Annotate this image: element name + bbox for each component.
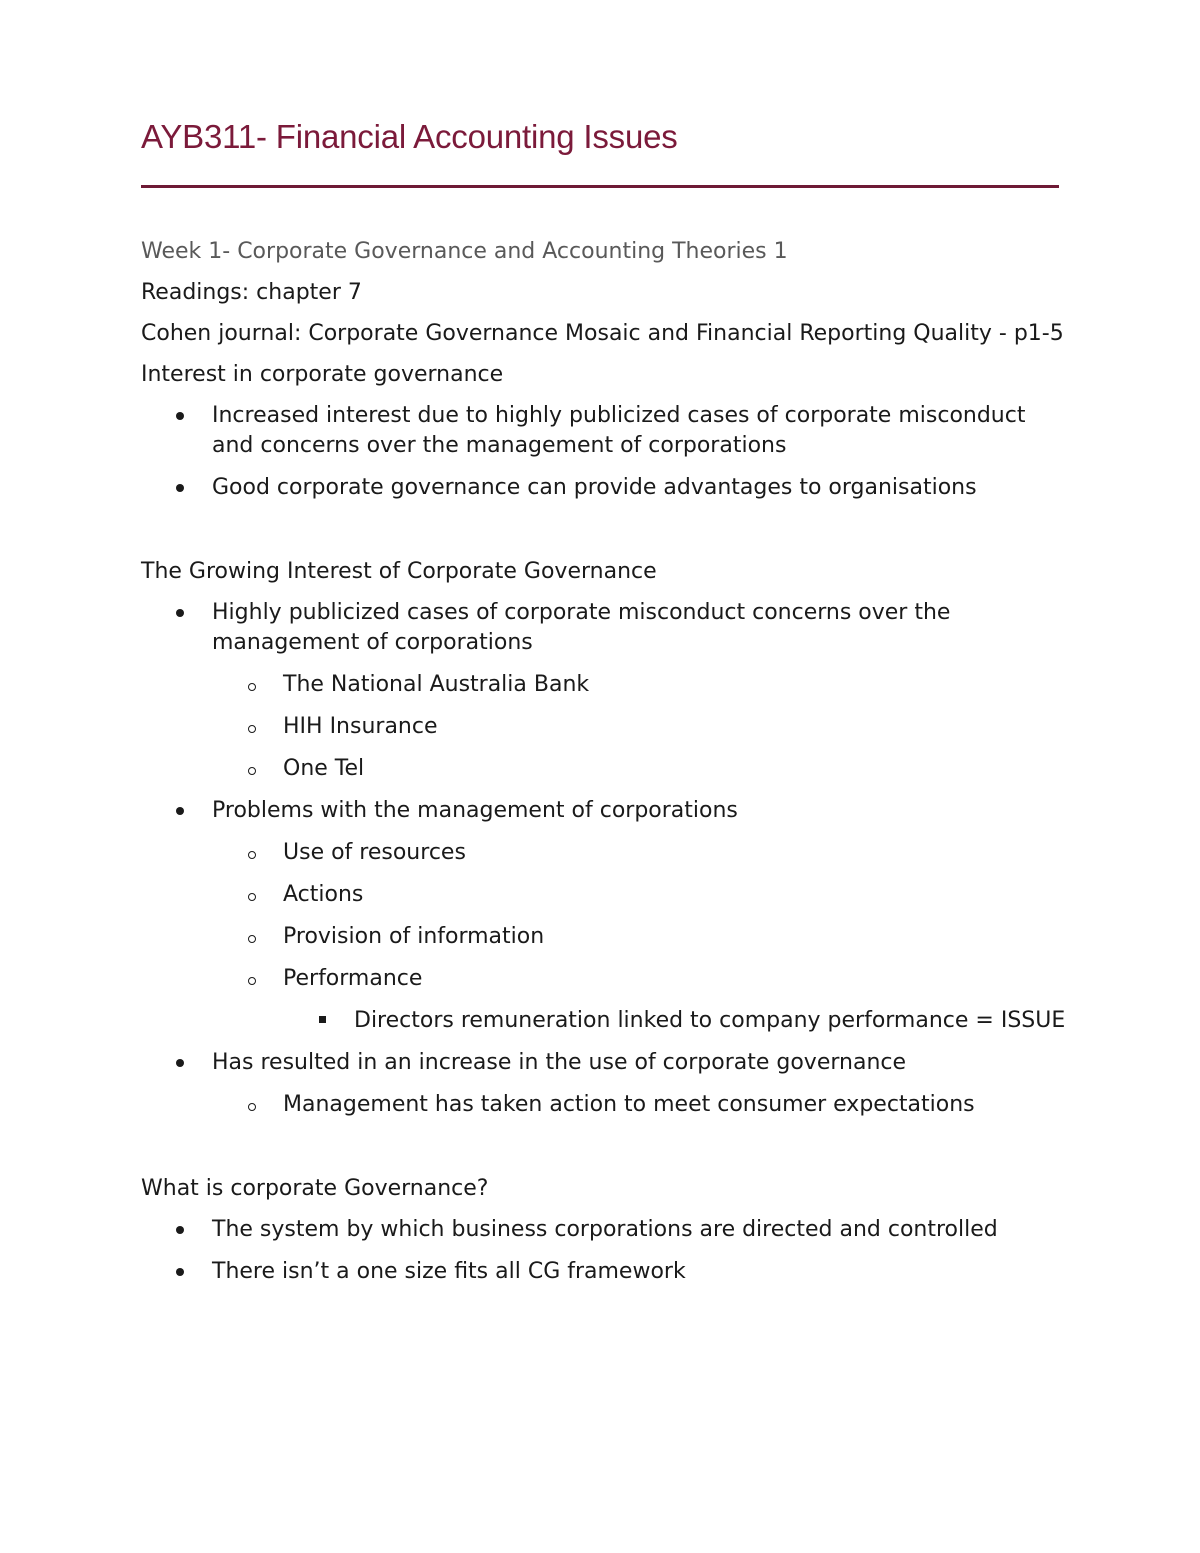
bullet-icon — [176, 412, 184, 420]
bullet-icon — [176, 807, 184, 815]
spacer — [141, 515, 1071, 557]
hollow-bullet-icon — [248, 935, 256, 943]
list-item: Has resulted in an increase in the use of corporate governance — [141, 1048, 1071, 1078]
list-item: Actions — [141, 880, 1071, 910]
list-item: Management has taken action to meet consumer expectations — [141, 1090, 1071, 1120]
list-item: One Tel — [141, 754, 1071, 784]
interest-list — [141, 401, 1071, 503]
hollow-bullet-icon — [248, 977, 256, 985]
section-heading-what: What is corporate Governance? — [141, 1176, 489, 1201]
list-item: There isn’t a one size fits all CG framework — [141, 1257, 1071, 1287]
spacer — [141, 1132, 1071, 1174]
list-item: The system by which business corporations are directed and controlled — [141, 1215, 1071, 1245]
hollow-bullet-icon — [248, 725, 256, 733]
hollow-bullet-icon — [248, 683, 256, 691]
list-item: Highly publicized cases of corporate misconduct concerns over the management of corporations — [141, 598, 1071, 658]
list-item: Use of resources — [141, 838, 1071, 868]
list-item: HIH Insurance — [141, 712, 1071, 742]
hollow-bullet-icon — [248, 893, 256, 901]
title-divider — [141, 185, 1059, 188]
what-list — [141, 1215, 1071, 1287]
section-heading-growing: The Growing Interest of Corporate Governance — [141, 559, 657, 584]
hollow-bullet-icon — [248, 851, 256, 859]
document-body — [141, 237, 1071, 1299]
bullet-icon — [176, 1268, 184, 1276]
hollow-bullet-icon — [248, 767, 256, 775]
list-item: Increased interest due to highly publicized cases of corporate misconduct and concerns over the management of corporations — [141, 401, 1071, 461]
list-item: Performance — [141, 964, 1071, 994]
week-subtitle: Week 1- Corporate Governance and Accounting Theories 1 — [141, 239, 788, 264]
list-item: The National Australia Bank — [141, 670, 1071, 700]
growing-list — [141, 598, 1071, 1120]
list-item: Directors remuneration linked to company performance = ISSUE — [141, 1006, 1071, 1036]
document-title: AYB311- Financial Accounting Issues — [141, 118, 678, 155]
list-item: Problems with the management of corporations — [141, 796, 1071, 826]
square-bullet-icon — [319, 1016, 326, 1023]
cohen-journal-line: Cohen journal: Corporate Governance Mosaic and Financial Reporting Quality - p1-5 — [141, 321, 1064, 346]
bullet-icon — [176, 1059, 184, 1067]
readings-line: Readings: chapter 7 — [141, 280, 362, 305]
bullet-icon — [176, 1226, 184, 1234]
bullet-icon — [176, 609, 184, 617]
list-item: Good corporate governance can provide advantages to organisations — [141, 473, 1071, 503]
bullet-icon — [176, 484, 184, 492]
section-heading-interest: Interest in corporate governance — [141, 362, 504, 387]
hollow-bullet-icon — [248, 1103, 256, 1111]
list-item: Provision of information — [141, 922, 1071, 952]
